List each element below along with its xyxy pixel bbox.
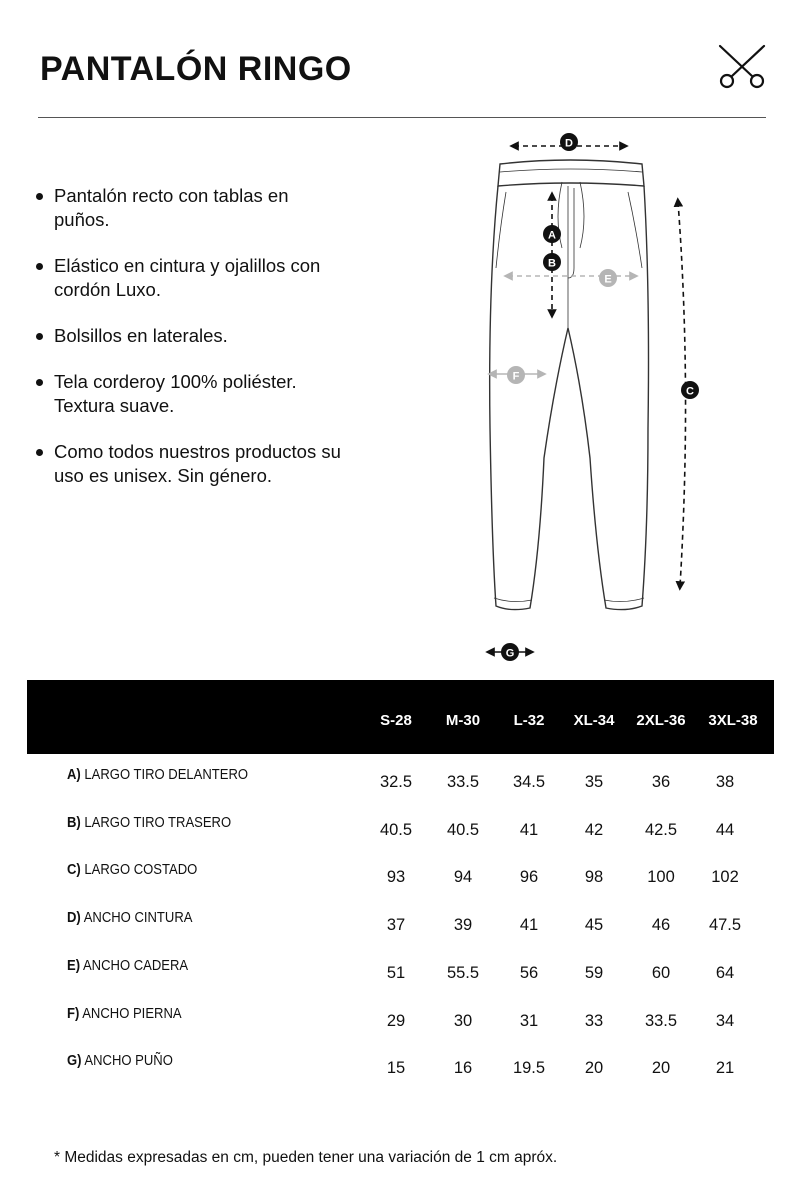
table-cell: 38 <box>715 773 735 791</box>
measure-label <box>67 958 188 974</box>
measure-label <box>67 862 197 878</box>
marker-f <box>507 366 525 384</box>
measure-code: E) <box>67 957 81 974</box>
table-cell: 55.5 <box>446 963 480 982</box>
measure-label <box>67 1053 173 1069</box>
table-cell: 100 <box>647 868 675 887</box>
measure-label <box>67 910 192 926</box>
table-cell: 15 <box>386 1059 406 1078</box>
feature-item: Como todos nuestros productos su uso es unisex. Sin género. <box>36 440 346 488</box>
marker-c <box>681 381 699 399</box>
table-cell: 34 <box>715 1011 735 1030</box>
table-cell: 30 <box>453 1011 473 1030</box>
measure-code: F) <box>67 1005 80 1022</box>
table-cell: 31 <box>519 1011 539 1030</box>
table-row <box>27 767 774 815</box>
table-cell: 56 <box>519 963 539 982</box>
table-cell: 64 <box>715 963 735 982</box>
table-row <box>27 1006 774 1054</box>
table-row <box>27 815 774 863</box>
table-cell: 39 <box>453 916 473 935</box>
feature-list <box>36 184 346 510</box>
feature-item: Tela corderoy 100% poliéster. Textura suave. <box>36 370 346 418</box>
svg-text:A: A <box>548 229 556 242</box>
table-cell: 40.5 <box>446 820 480 839</box>
table-cell: 20 <box>651 1059 671 1078</box>
table-cell: 41 <box>519 820 539 839</box>
column-header: M-30 <box>445 712 481 729</box>
table-row <box>27 862 774 910</box>
table-cell: 42 <box>584 820 604 839</box>
measure-code: G) <box>67 1053 82 1070</box>
table-row <box>27 958 774 1006</box>
svg-text:E: E <box>604 273 612 286</box>
table-cell: 29 <box>386 1011 406 1030</box>
header-divider <box>38 117 766 118</box>
svg-text:D: D <box>565 137 573 150</box>
measure-label <box>67 767 248 783</box>
marker-b <box>543 253 561 271</box>
table-cell: 42.5 <box>644 820 678 839</box>
scissors-icon <box>716 42 768 90</box>
measure-code: A) <box>67 767 81 783</box>
table-cell: 21 <box>715 1059 735 1078</box>
table-cell: 44 <box>715 820 735 839</box>
measure-name: LARGO TIRO TRASERO <box>84 814 232 831</box>
measure-name: ANCHO CINTURA <box>83 910 193 927</box>
column-header: 3XL-38 <box>708 712 758 729</box>
table-cell: 94 <box>453 868 473 887</box>
feature-item: Elástico en cintura y ojalillos con cordón Luxo. <box>36 254 346 302</box>
table-cell: 98 <box>584 868 604 887</box>
column-header: L-32 <box>513 712 545 729</box>
table-cell: 51 <box>386 963 406 982</box>
table-cell: 93 <box>386 868 406 887</box>
measure-code: C) <box>67 862 81 879</box>
size-table-header <box>27 680 774 754</box>
table-cell: 60 <box>651 963 671 982</box>
table-cell: 45 <box>584 916 604 935</box>
measure-code: B) <box>67 814 81 831</box>
table-row <box>27 910 774 958</box>
feature-item: Bolsillos en laterales. <box>36 324 346 348</box>
page-title: PANTALÓN RINGO <box>40 50 352 88</box>
table-cell: 40.5 <box>379 820 413 839</box>
table-cell: 59 <box>584 963 604 982</box>
table-cell: 36 <box>651 773 671 791</box>
table-cell: 96 <box>519 868 539 887</box>
table-cell: 34.5 <box>512 773 546 791</box>
table-cell: 20 <box>584 1059 604 1078</box>
measure-name: ANCHO CADERA <box>82 957 189 974</box>
table-cell: 33.5 <box>446 773 480 791</box>
measure-label <box>67 1006 182 1022</box>
table-cell: 16 <box>453 1059 473 1078</box>
table-cell: 33 <box>584 1011 604 1030</box>
marker-d <box>560 133 578 151</box>
svg-text:C: C <box>686 385 694 398</box>
marker-g <box>501 643 519 661</box>
marker-a <box>543 225 561 243</box>
svg-text:F: F <box>512 370 520 383</box>
feature-item: Pantalón recto con tablas en puños. <box>36 184 346 232</box>
table-cell: 32.5 <box>379 773 413 791</box>
measure-name: ANCHO PUÑO <box>84 1053 173 1070</box>
table-cell: 35 <box>584 773 604 791</box>
measure-code: D) <box>67 910 81 927</box>
svg-text:B: B <box>548 257 556 270</box>
measure-name: LARGO TIRO DELANTERO <box>84 767 249 783</box>
measure-label <box>67 815 231 831</box>
table-cell: 41 <box>519 916 539 935</box>
size-table <box>27 680 774 754</box>
column-header: 2XL-36 <box>636 712 686 729</box>
measure-name: ANCHO PIERNA <box>82 1005 182 1022</box>
column-header: S-28 <box>380 712 412 729</box>
svg-text:G: G <box>505 647 515 660</box>
table-row <box>27 1053 774 1101</box>
column-header: XL-34 <box>573 712 615 729</box>
table-cell: 46 <box>651 916 671 935</box>
footnote: * Medidas expresadas en cm, pueden tener una variación de 1 cm apróx. <box>54 1148 558 1166</box>
measure-name: LARGO COSTADO <box>84 862 198 879</box>
table-cell: 47.5 <box>708 916 742 935</box>
marker-e <box>599 269 617 287</box>
table-cell: 37 <box>386 916 406 935</box>
pants-illustration <box>490 160 649 610</box>
size-table-body <box>27 767 774 1107</box>
table-cell: 102 <box>711 868 739 887</box>
table-cell: 19.5 <box>512 1059 546 1078</box>
pants-diagram <box>470 128 730 668</box>
table-cell: 33.5 <box>644 1011 678 1030</box>
